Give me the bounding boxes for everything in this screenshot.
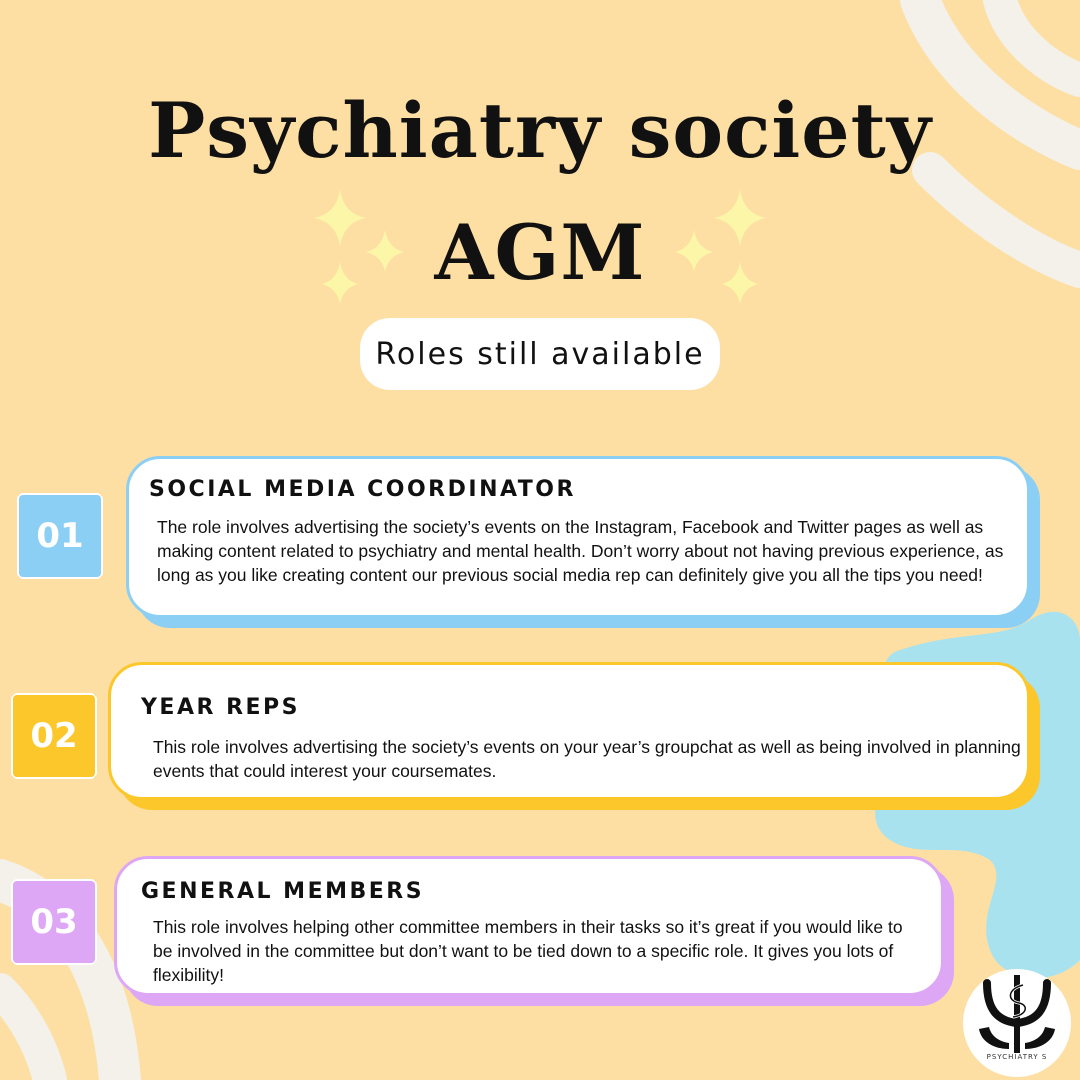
role-description: The role involves advertising the society’s events on the Instagram, Facebook and Twitter pages as well as making content related to psychiatry and mental health. Don’t worry about not having previous experience, as long as you like creating content our previous social media rep can definitely give you all the tips you need! (157, 517, 1004, 585)
role-description: This role involves helping other committee members in their tasks so it’s great if you would like to be involved in the committee but don’t want to be tied down to a specific role. It gives you lots of flexibility! (153, 917, 903, 985)
roles-available-pill: Roles still available (360, 318, 720, 390)
role-card-social-media (126, 456, 1030, 618)
role-description: This role involves advertising the society’s events on your year’s groupchat as well as being involved in planning events that could interest your coursemates. (153, 737, 1021, 781)
role-card-year-reps (108, 662, 1030, 800)
swirl-top-right (1000, 0, 1080, 80)
title-line-2: AGM (434, 208, 646, 297)
role-card-general-members (114, 856, 944, 996)
title-line-1: Psychiatry society (148, 86, 932, 175)
role-title: YEAR REPS (141, 695, 301, 720)
role-title: GENERAL MEMBERS (141, 879, 425, 904)
swirl-bottom-left (0, 990, 50, 1080)
role-number-badge: 02 (13, 695, 95, 777)
society-logo (963, 969, 1071, 1077)
role-title: SOCIAL MEDIA COORDINATOR (149, 477, 576, 502)
role-number-badge: 01 (19, 495, 101, 577)
logo-text: PSYCHIATRY S (986, 1053, 1048, 1061)
role-number-badge: 03 (13, 881, 95, 963)
